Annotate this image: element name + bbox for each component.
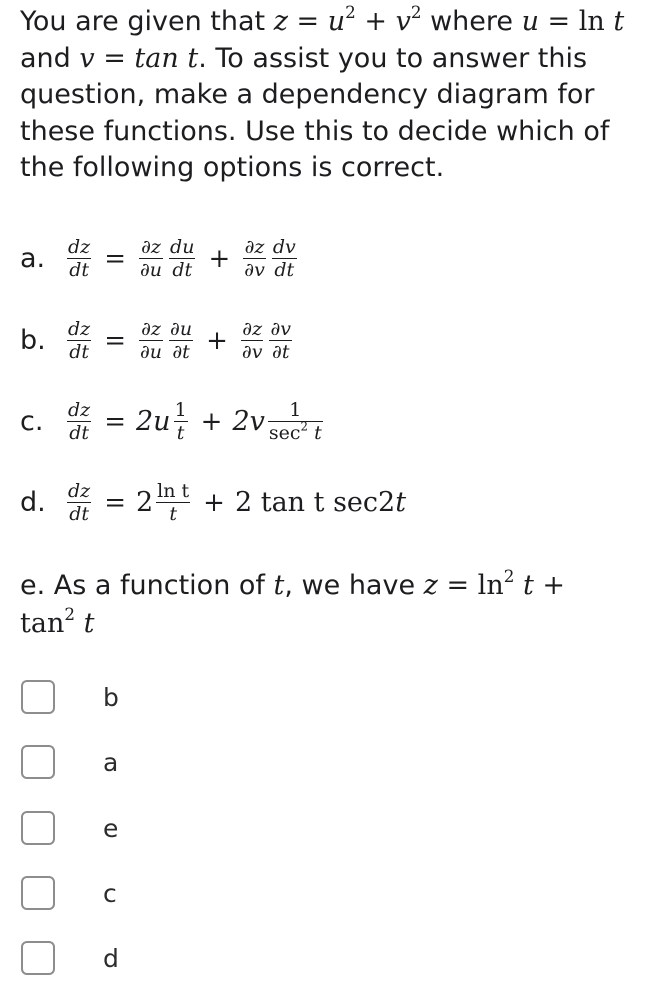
choice-label: c [103,878,117,908]
answer-choice-e[interactable] [21,808,641,848]
checkbox[interactable] [21,811,55,845]
question-text: You are given that $z = u^2 + v^2$ where u = ln t and v = tan t. To assist you to answer this question, make a dependency diagram for these functions. Use this to decide which of the following options is correct. [20,1,625,183]
choice-label: e [103,813,119,843]
option-b: b. $\frac{dz}{dt}$ = $\frac{\partial z}{\partial u}$ $\frac{\partial u}{\partial t}$ + $\frac{\partial z}{\partial v}$ $\frac{\partial v}{\partial t}$ [20,318,295,363]
option-c-equation: $\frac{dz}{dt}$ = 2u $\frac{1}{t}$ + 2v $\frac{1}{\sec^2 t}$ [68,399,322,445]
choice-label: d [103,943,119,973]
option-b-equation: $\frac{dz}{dt}$ = $\frac{\partial z}{\partial u}$ $\frac{\partial u}{\partial t}$ + $\frac{\partial z}{\partial v}$ $\frac{\partial v}{\partial t}$ [68,318,292,364]
math-z-equals-u: z = u [273,6,346,37]
checkbox[interactable] [21,941,55,975]
checkbox[interactable] [21,876,55,910]
option-a-equation: $\frac{dz}{dt}$ = $\frac{\partial z}{\partial u}$ $\frac{du}{dt}$ + $\frac{\partial z}{\partial v}$ $\frac{dv}{dt}$ [68,236,296,282]
math-v-equals-tan: v = tan [79,42,179,74]
choice-label: b [103,682,119,712]
answer-choice-c[interactable] [21,873,641,913]
math-plus-v: + v [355,6,411,37]
checkbox[interactable] [21,680,55,714]
option-a: a. $\frac{dz}{dt}$ = $\frac{\partial z}{\partial u}$ $\frac{du}{dt}$ + $\frac{\partial z}{\partial v}$ $\frac{dv}{dt}$ [20,236,300,281]
option-d-equation: $\frac{dz}{dt}$ = 2 $\frac{\text{ln t}}{t}$ + 2 tan t sec 2 t [68,480,407,526]
answer-choice-b[interactable] [21,677,641,717]
answer-choice-d[interactable] [21,938,641,978]
choice-label: a [103,747,119,777]
option-d: d. $\frac{dz}{dt}$ = 2 $\frac{\text{ln t}}{t}$ + 2 tan t sec 2 t [20,480,407,526]
answer-choice-a[interactable] [21,742,641,782]
math-ln: ln [578,6,605,37]
math-u-equals: u = [521,6,571,37]
option-e: e. As a function of t, we have $z = \ln^2 t$ + $\tan^2 t$ [20,565,565,639]
option-c: c. $\frac{dz}{dt}$ = 2u $\frac{1}{t}$ + 2v $\frac{1}{\sec^2 t}$ [20,399,326,444]
checkbox[interactable] [21,745,55,779]
